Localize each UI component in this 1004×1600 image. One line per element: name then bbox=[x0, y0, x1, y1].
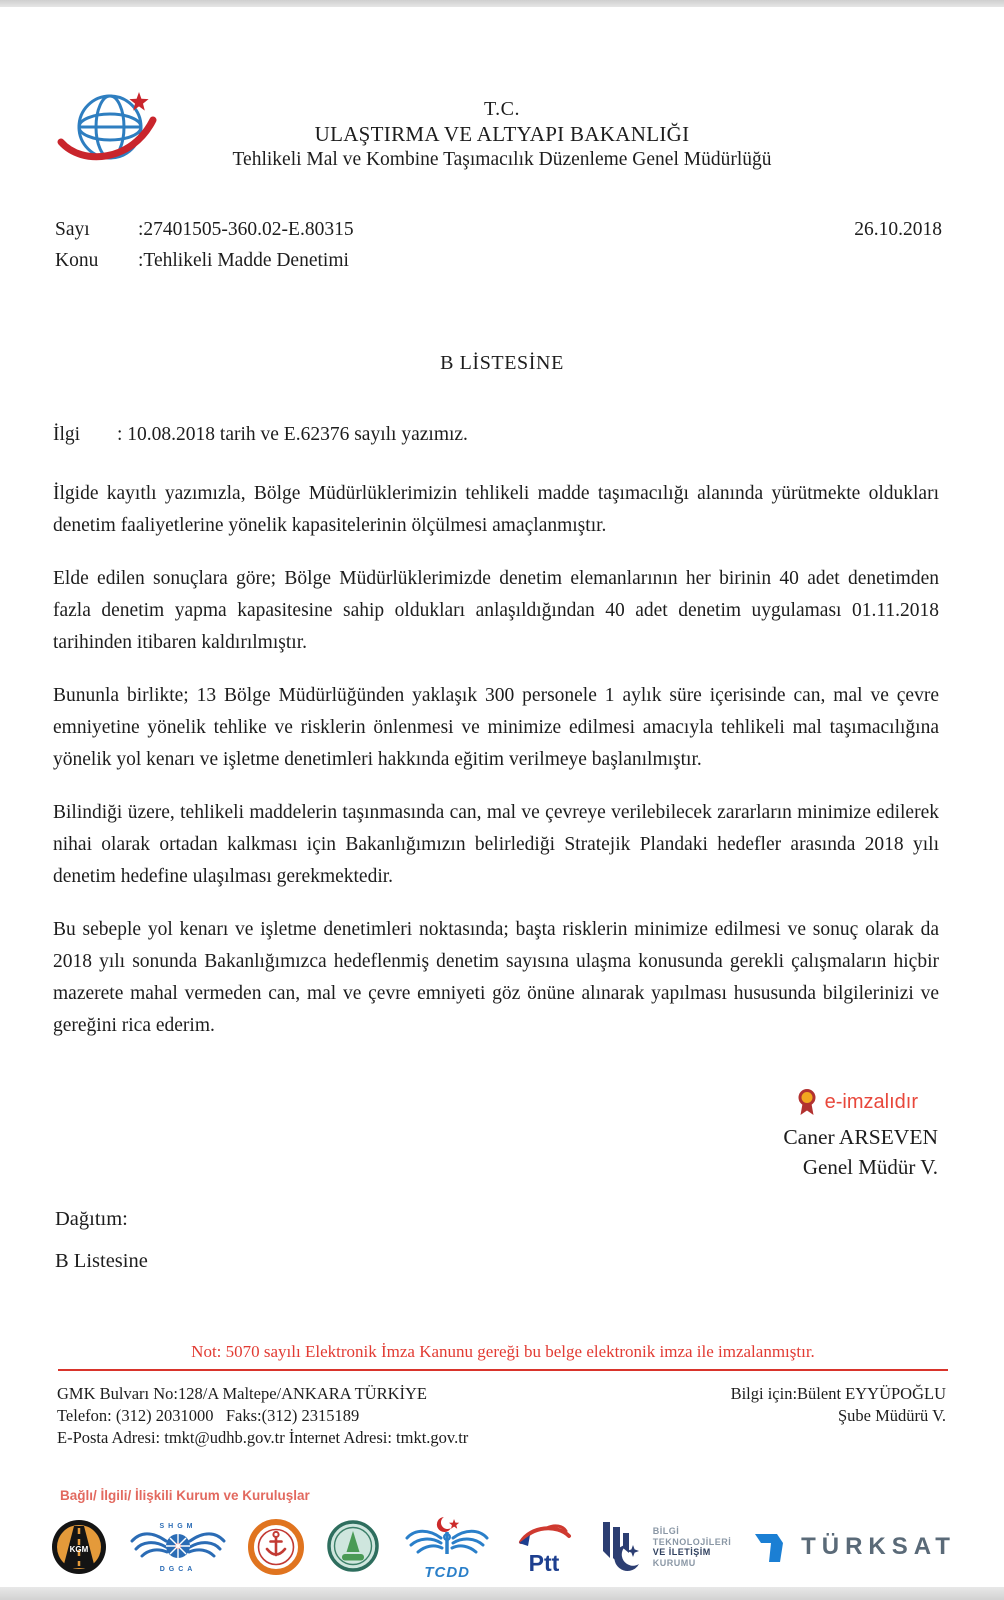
svg-text:KGM: KGM bbox=[69, 1545, 89, 1554]
sayi-value: :27401505-360.02-E.80315 bbox=[138, 219, 354, 240]
turksat-mark-icon bbox=[753, 1530, 793, 1564]
esign-row bbox=[783, 1086, 918, 1118]
paragraph-5: Bu sebeple yol kenarı ve işletme denetimleri noktasında; başta risklerin minimize edilmesi ve sonuç olarak da 2018 yılı sonunda Bakanlığımızca hedeflenmiş denetim sayısına ulaşma konusunda gerekli çalışmaların hiçbir mazerete mahal vermeden can, mal ve çevre emniyeti göz önüne alınarak yapılması hususunda bilgilerinizi ve gereğini rica ederim. bbox=[53, 919, 939, 1036]
esign-note-text: Not: 5070 sayılı Elektronik İmza Kanunu gereği bu belge elektronik imza ile imzalanmıştır. bbox=[191, 1342, 815, 1361]
scan-edge-bottom bbox=[0, 1587, 1004, 1600]
esign-rosette-icon bbox=[797, 1088, 817, 1117]
konu-label: Konu bbox=[55, 250, 99, 271]
kiyi-emniyeti-logo-icon bbox=[248, 1519, 304, 1575]
address-line-2: Telefon: (312) 2031000 Faks:(312) 2315189 bbox=[57, 1406, 360, 1425]
paragraph-3: Bununla birlikte; 13 Bölge Müdürlüğünden yaklaşık 300 personele 1 aylık süre içerisinde can, mal ve çevre emniyetine yönelik tehlike ve risklerin önlenmesi ve minimize edilmesi amacıyla tehlikeli mal taşımacılığına yönelik yol kenarı ve işletme denetimleri hakkında eğitim verilmeye başlanılmıştır. bbox=[53, 685, 939, 770]
esign-note bbox=[58, 1340, 948, 1371]
distribution-item: B Listesine bbox=[55, 1250, 148, 1272]
signature-block bbox=[783, 1086, 938, 1182]
shgm-dgca-logo-icon bbox=[130, 1519, 226, 1575]
paragraph-4: Bilindiği üzere, tehlikeli maddelerin taşınmasında can, mal ve çevreye verilebilecek zararların minimize edilerek nihai olarak ortadan kalkması için Bakanlığımızın belirlediği Stratejik Plandaki hedefler arasında 2018 yılı denetim hedefine ulaşılması gerekmektedir. bbox=[53, 802, 939, 887]
address-line-1: GMK Bulvarı No:128/A Maltepe/ANKARA TÜRKİYE bbox=[57, 1384, 428, 1403]
logos-band-label: Bağlı/ İlgili/ İlişkili Kurum ve Kuruluşlar bbox=[60, 1488, 310, 1503]
turksat-logo bbox=[753, 1530, 956, 1564]
svg-text:DGCA: DGCA bbox=[159, 1566, 197, 1573]
directorate-name: Tehlikeli Mal ve Kombine Taşımacılık Düzenleme Genel Müdürlüğü bbox=[232, 149, 772, 170]
btk-label: BİLGİ TEKNOLOJİLERİ VE İLETİŞİM KURUMU bbox=[652, 1526, 732, 1568]
address-line-3: E-Posta Adresi: tmkt@udhb.gov.tr İnternet Adresi: tmkt.gov.tr bbox=[57, 1428, 469, 1447]
svg-text:SHGM: SHGM bbox=[159, 1523, 197, 1530]
konu-value: :Tehlikeli Madde Denetimi bbox=[138, 250, 349, 271]
recipient-line: B LİSTESİNE bbox=[440, 352, 564, 374]
logos-row bbox=[50, 1511, 956, 1583]
meta-row-sayi bbox=[55, 214, 942, 245]
ptt-bird-icon bbox=[513, 1518, 575, 1548]
contact-line-1: Bilgi için:Bülent EYYÜPOĞLU bbox=[730, 1384, 946, 1403]
reference-line bbox=[53, 424, 942, 446]
meta-row-konu bbox=[55, 245, 942, 276]
document-date: 26.10.2018 bbox=[854, 219, 942, 240]
note-divider bbox=[58, 1369, 948, 1371]
scan-edge-top bbox=[0, 0, 1004, 7]
btk-mark-icon bbox=[597, 1518, 645, 1576]
paragraph-1: İlgide kayıtlı yazımızla, Bölge Müdürlüklerimizin tehlikeli madde taşımacılığı alanında yürütmekte oldukları denetim faaliyetlerine yönelik kapasitelerinin ölçülmesi amaçlanmıştır. bbox=[53, 483, 939, 536]
sayi-label: Sayı bbox=[55, 219, 90, 240]
letterhead bbox=[0, 96, 1004, 173]
tcdd-label: TCDD bbox=[424, 1563, 471, 1581]
footer-address bbox=[57, 1383, 468, 1449]
ministry-name: ULAŞTIRMA VE ALTYAPI BAKANLIĞI bbox=[314, 122, 690, 146]
distribution-label: Dağıtım: bbox=[55, 1208, 128, 1230]
affiliated-logos-band bbox=[50, 1488, 956, 1583]
ptt-label: Ptt bbox=[528, 1549, 560, 1576]
footer-info bbox=[57, 1383, 946, 1449]
document-meta bbox=[55, 214, 942, 276]
ptt-logo bbox=[513, 1518, 575, 1577]
paragraph-2: Elde edilen sonuçlara göre; Bölge Müdürlüklerimizde denetim elemanlarının her birinin 40 adet denetimden fazla denetim yapma kapasitesine sahip oldukları anlaşıldığından 40 adet denetim uygulaması 01.11.2018 tarihinden itibaren kaldırılmıştır. bbox=[53, 568, 939, 653]
contact-line-2: Şube Müdürü V. bbox=[837, 1406, 946, 1425]
signer-title: Genel Müdür V. bbox=[802, 1155, 938, 1179]
republic-abbrev: T.C. bbox=[483, 98, 521, 120]
btk-logo bbox=[597, 1518, 732, 1576]
tcdd-wings-icon bbox=[403, 1514, 491, 1558]
tcdd-logo bbox=[403, 1514, 491, 1581]
turksat-label: TÜRKSAT bbox=[801, 1533, 956, 1560]
footer-contact bbox=[731, 1383, 946, 1449]
green-institution-logo-icon bbox=[325, 1519, 381, 1575]
reference-label: İlgi bbox=[53, 424, 81, 445]
esign-label: e-imzalıdır bbox=[824, 1090, 918, 1113]
letter-body bbox=[53, 478, 939, 1063]
reference-value: : 10.08.2018 tarih ve E.62376 sayılı yazımız. bbox=[117, 424, 468, 445]
signer-name: Caner ARSEVEN bbox=[783, 1125, 938, 1149]
kgm-logo-icon bbox=[50, 1518, 108, 1576]
distribution-block bbox=[55, 1208, 148, 1273]
